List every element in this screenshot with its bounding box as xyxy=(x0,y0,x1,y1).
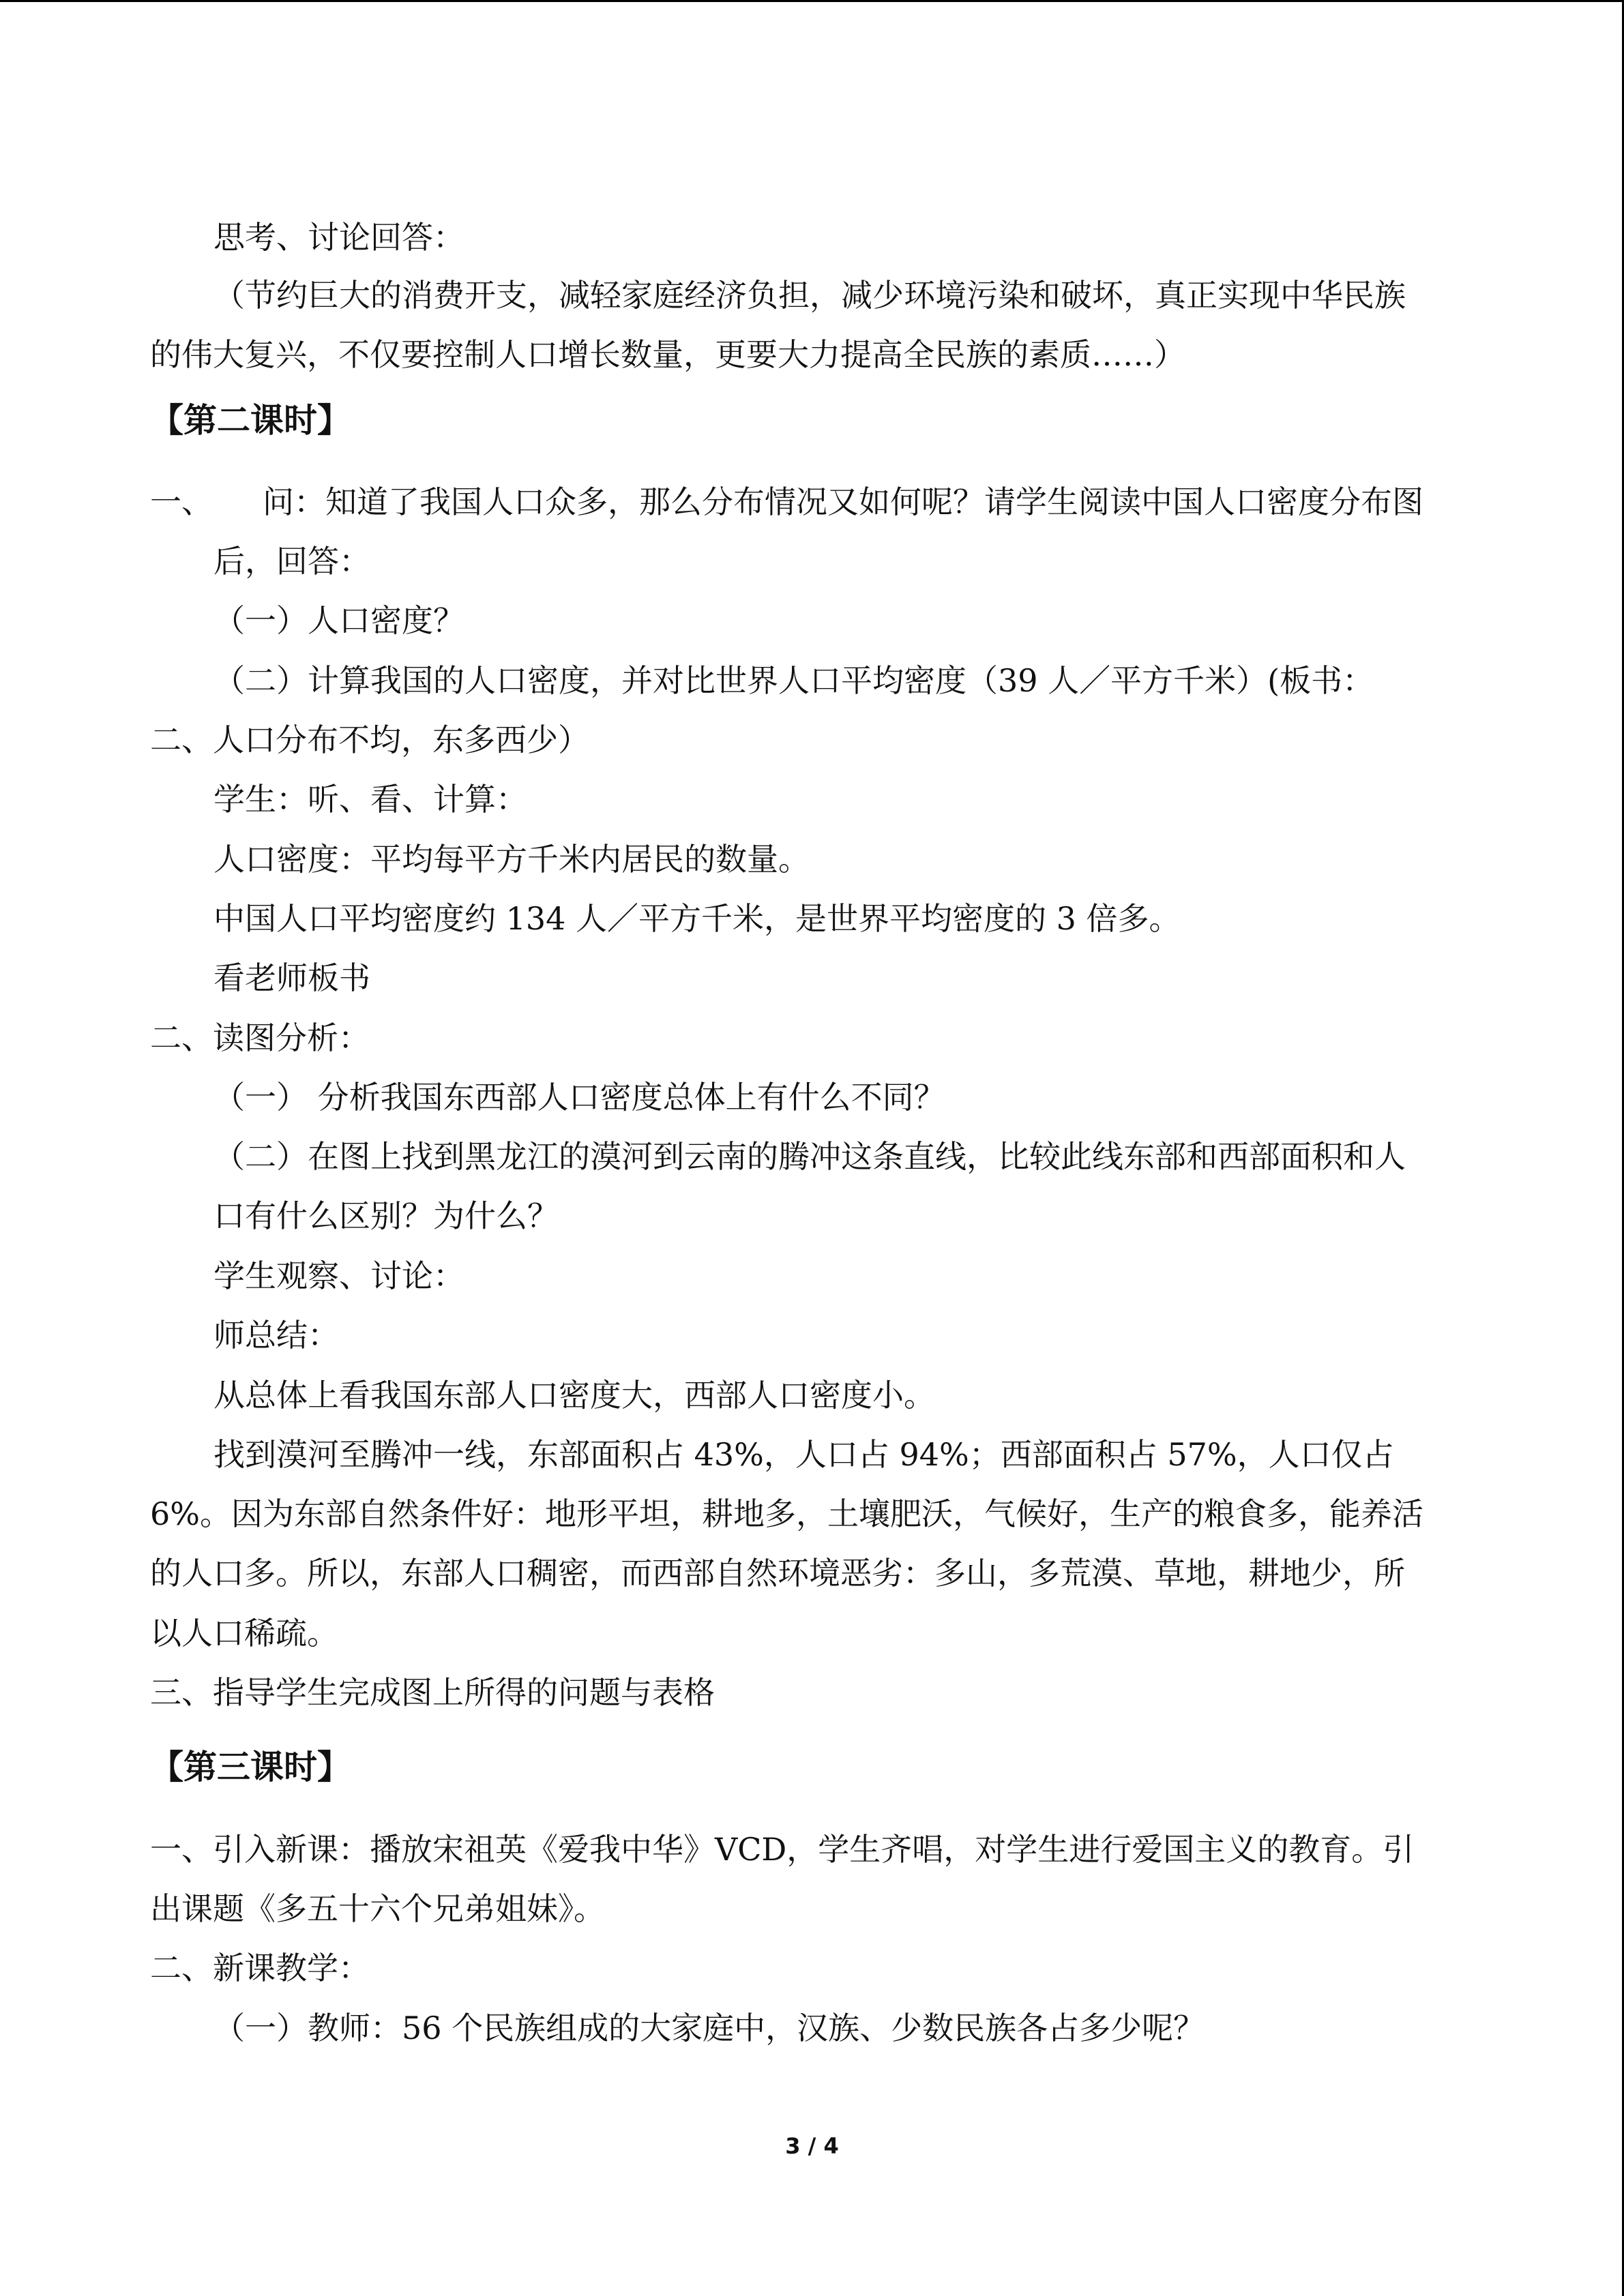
text-line: 从总体上看我国东部人口密度大，西部人口密度小。 xyxy=(213,1377,935,1414)
page-number: 3 / 4 xyxy=(785,2133,839,2159)
text-line: 学生：听、看、计算： xyxy=(213,781,527,818)
text-line: （节约巨大的消费开支，减轻家庭经济负担，减少环境污染和破坏，真正实现中华民族 xyxy=(213,277,1406,314)
list-marker: 一、 xyxy=(150,483,213,520)
text-line: （二）在图上找到黑龙江的漠河到云南的腾冲这条直线，比较此线东部和西部面积和人 xyxy=(213,1138,1406,1175)
text-line: （一）教师：56 个民族组成的大家庭中，汉族、少数民族各占多少呢？ xyxy=(213,2010,1205,2046)
text-line: （一） 分析我国东西部人口密度总体上有什么不同？ xyxy=(213,1079,945,1116)
text-line: 看老师板书 xyxy=(213,959,370,996)
text-line: 人口密度：平均每平方千米内居民的数量。 xyxy=(213,841,810,878)
text-line: 以人口稀疏。 xyxy=(150,1615,338,1652)
text-line: 后，回答： xyxy=(213,543,370,580)
text-line: 6%。因为东部自然条件好：地形平坦，耕地多，土壤肥沃，气候好，生产的粮食多，能养活 xyxy=(150,1495,1423,1532)
section-heading: 【第二课时】 xyxy=(150,401,351,440)
section-heading: 【第三课时】 xyxy=(150,1748,351,1787)
text-line: 师总结： xyxy=(213,1317,339,1354)
text-line: 学生观察、讨论： xyxy=(213,1257,464,1294)
text-line: 一、引入新课：播放宋祖英《爱我中华》VCD，学生齐唱，对学生进行爱国主义的教育。引 xyxy=(150,1831,1415,1868)
text-line: 找到漠河至腾冲一线，东部面积占 43%，人口占 94%；西部面积占 57%，人口仅占 xyxy=(213,1436,1394,1473)
text-line: 问：知道了我国人口众多，那么分布情况又如何呢？请学生阅读中国人口密度分布图 xyxy=(263,483,1423,520)
text-line: 的人口多。所以，东部人口稠密，而西部自然环境恶劣：多山，多荒漠、草地，耕地少，所 xyxy=(150,1555,1405,1592)
page-border-top xyxy=(0,0,1624,2)
text-line: 口有什么区别？为什么？ xyxy=(213,1197,559,1234)
text-line: 出课题《多五十六个兄弟姐妹》。 xyxy=(150,1890,605,1927)
text-line: 二、新课教学： xyxy=(150,1950,370,1986)
text-line: 三、指导学生完成图上所得的问题与表格 xyxy=(150,1674,715,1711)
text-line: （一）人口密度？ xyxy=(213,602,464,639)
text-line: 二、人口分布不均，东多西少） xyxy=(150,721,589,758)
text-line: （二）计算我国的人口密度，并对比世界人口平均密度（39 人／平方千米）(板书： xyxy=(213,662,1374,699)
text-line: 思考、讨论回答： xyxy=(213,219,464,256)
text-line: 中国人口平均密度约 134 人／平方千米，是世界平均密度的 3 倍多。 xyxy=(213,900,1181,937)
text-line: 二、读图分析： xyxy=(150,1019,370,1056)
text-line: 的伟大复兴，不仅要控制人口增长数量，更要大力提高全民族的素质……） xyxy=(150,336,1185,373)
